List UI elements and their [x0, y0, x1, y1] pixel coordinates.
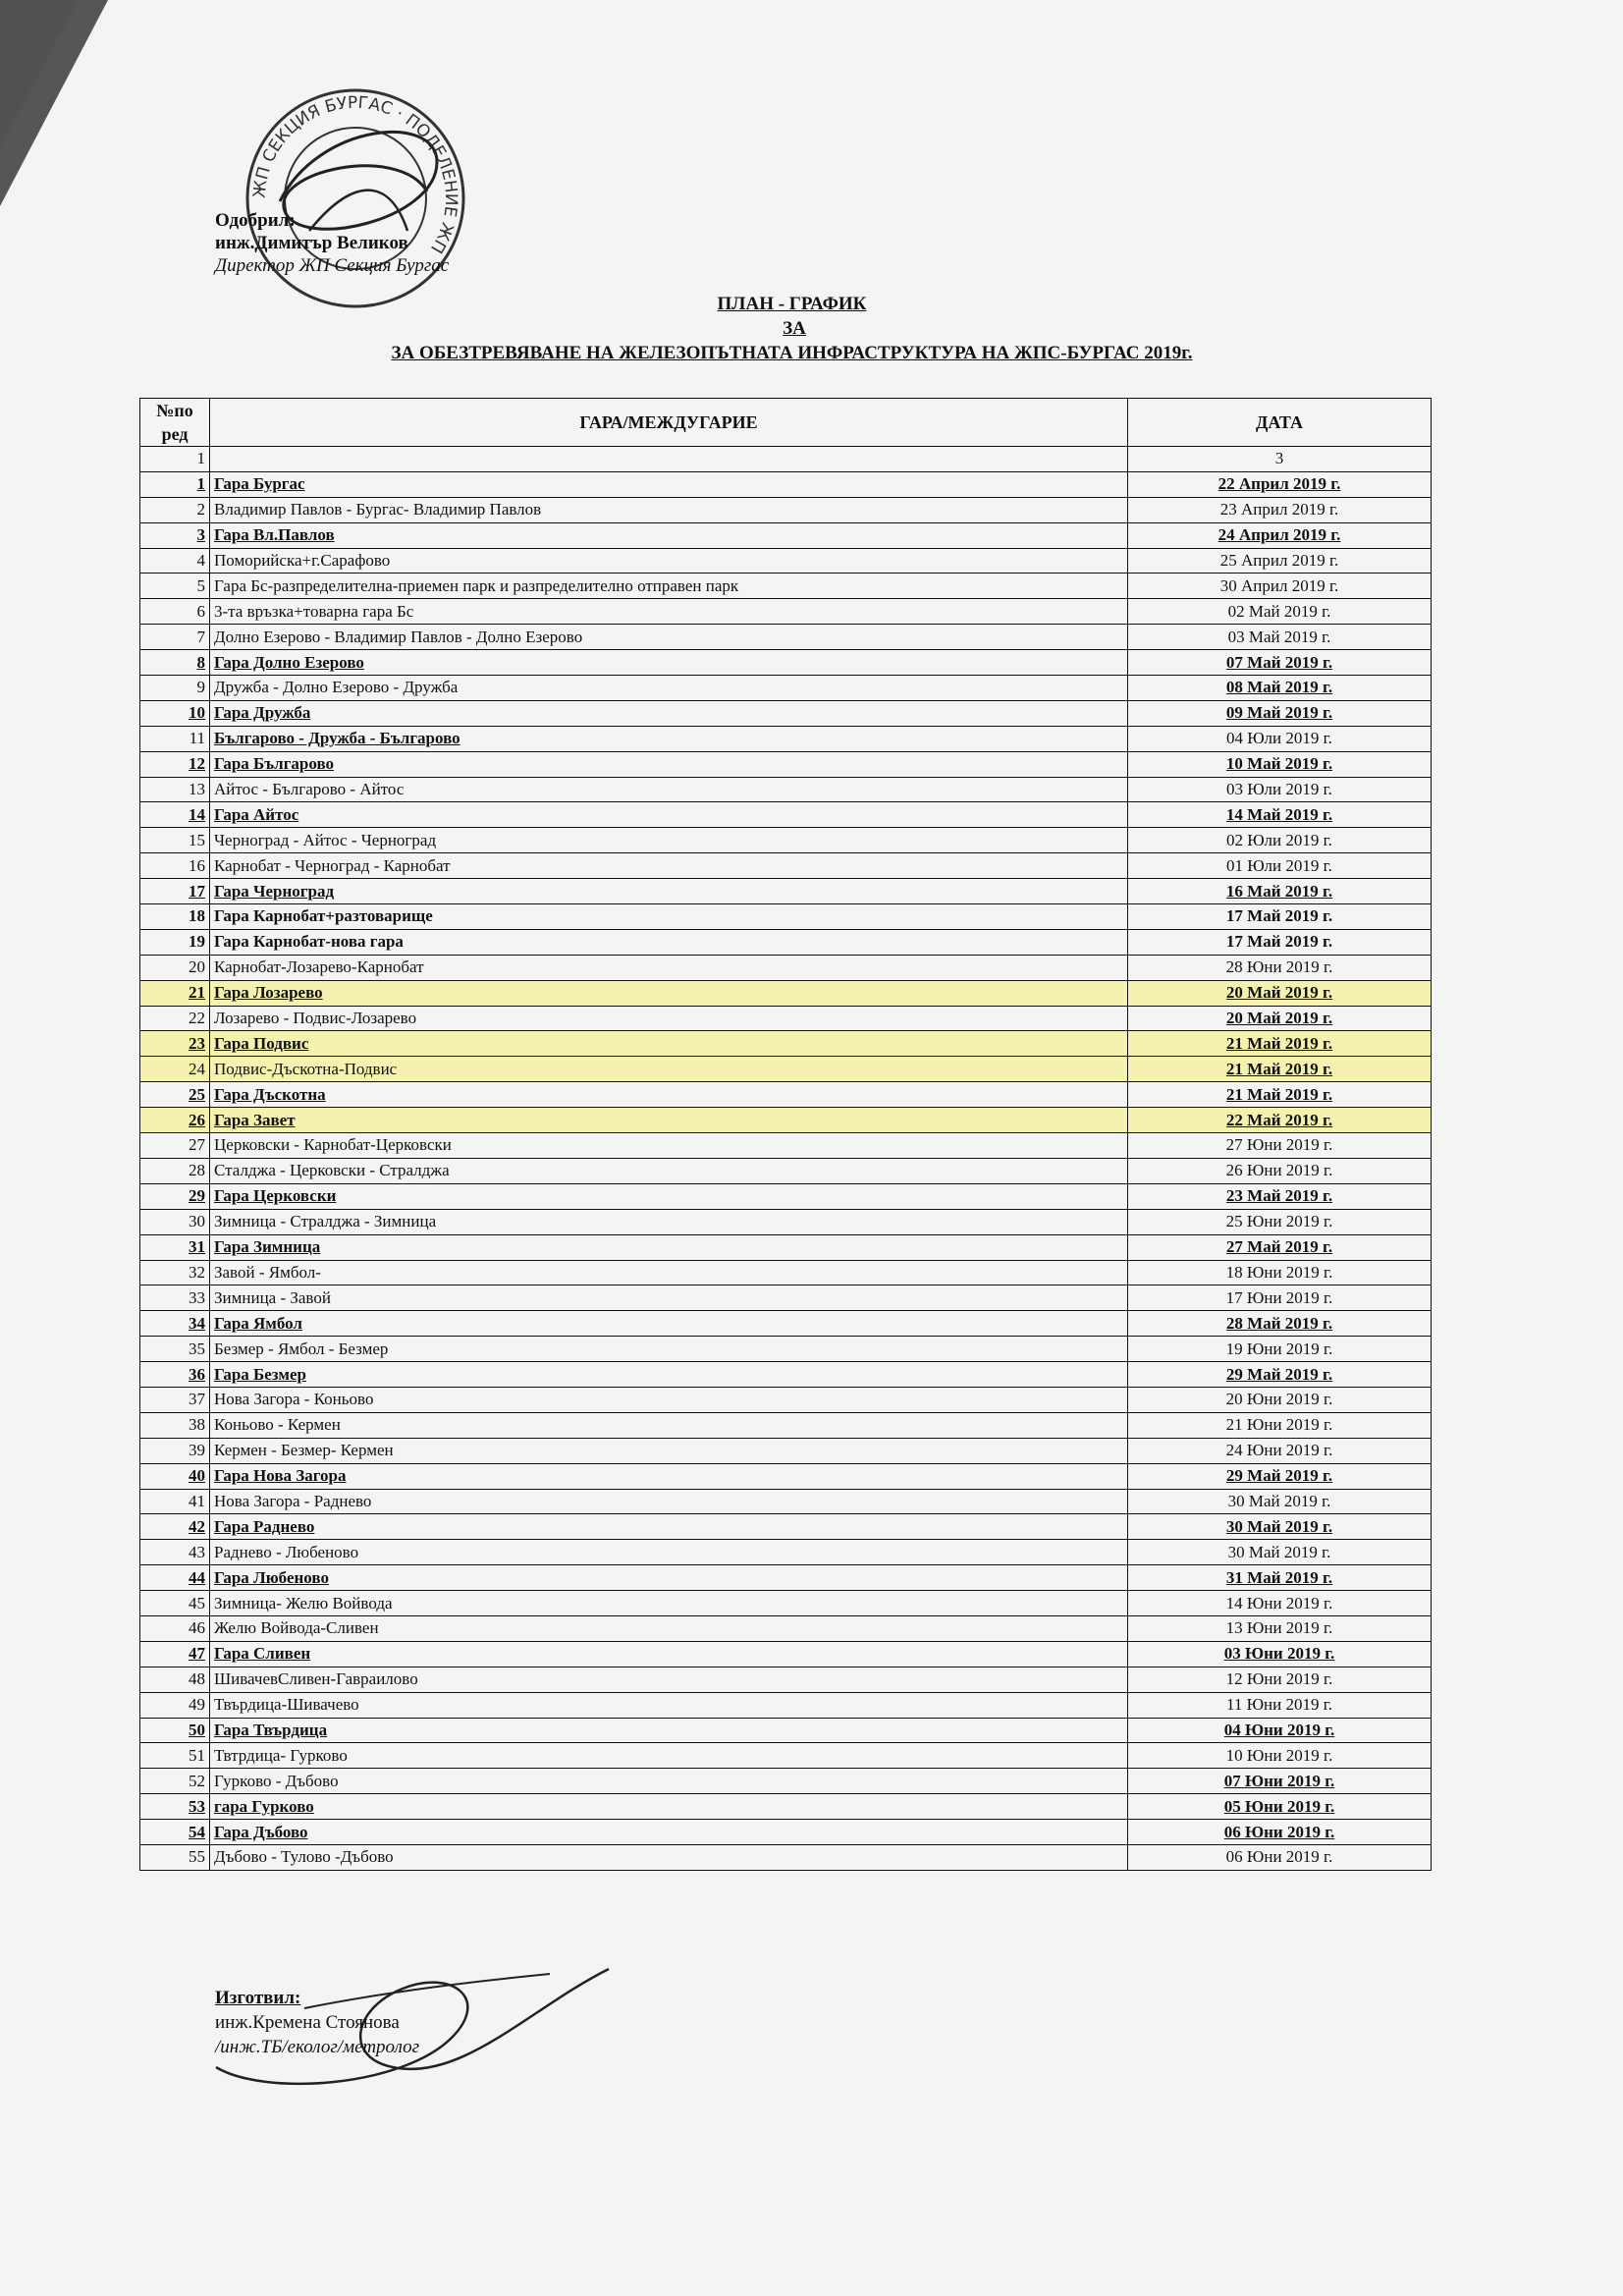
row-number: 40 — [140, 1463, 210, 1489]
table-row — [140, 1565, 1432, 1591]
row-date: 19 Юни 2019 г. — [1128, 1337, 1432, 1362]
row-station: Гара Безмер — [210, 1362, 1128, 1388]
folded-corner — [0, 0, 108, 206]
row-number: 46 — [140, 1615, 210, 1641]
row-number: 51 — [140, 1743, 210, 1769]
row-date: 02 Юли 2019 г. — [1128, 828, 1432, 853]
row-date: 12 Юни 2019 г. — [1128, 1667, 1432, 1692]
table-header-row — [140, 399, 1432, 447]
row-station: Раднево - Любеново — [210, 1540, 1128, 1565]
row-number: 13 — [140, 777, 210, 802]
table-row — [140, 1641, 1432, 1667]
row-date: 06 Юни 2019 г. — [1128, 1820, 1432, 1845]
row-number: 17 — [140, 879, 210, 904]
row-date: 21 Май 2019 г. — [1128, 1082, 1432, 1108]
row-number: 22 — [140, 1006, 210, 1031]
table-row — [140, 1311, 1432, 1337]
row-date: 06 Юни 2019 г. — [1128, 1844, 1432, 1870]
row-station: Карнобат - Черноград - Карнобат — [210, 853, 1128, 879]
row-station: Подвис-Дъскотна-Подвис — [210, 1057, 1128, 1082]
row-date: 05 Юни 2019 г. — [1128, 1794, 1432, 1820]
row-station: Гара Дъбово — [210, 1820, 1128, 1845]
table-row — [140, 1337, 1432, 1362]
table-row — [140, 1769, 1432, 1794]
row-station: Айтос - Българово - Айтос — [210, 777, 1128, 802]
row-station: Гара Вл.Павлов — [210, 522, 1128, 548]
table-row — [140, 1362, 1432, 1388]
row-station: Гара Бс-разпределителна-приемен парк и разпределително отправен парк — [210, 574, 1128, 599]
row-station: Зимница - Стралджа - Зимница — [210, 1209, 1128, 1234]
row-station: Сталджа - Церковски - Стралджа — [210, 1158, 1128, 1183]
row-station: Завой - Ямбол- — [210, 1260, 1128, 1285]
table-row — [140, 1615, 1432, 1641]
row-number: 4 — [140, 548, 210, 574]
column-number-2 — [210, 447, 1128, 472]
table-row — [140, 879, 1432, 904]
table-row — [140, 853, 1432, 879]
row-number: 38 — [140, 1412, 210, 1438]
row-number: 31 — [140, 1234, 210, 1260]
row-station: Твърдица-Шивачево — [210, 1692, 1128, 1718]
row-number: 9 — [140, 676, 210, 701]
row-number: 43 — [140, 1540, 210, 1565]
table-row — [140, 1234, 1432, 1260]
table-row — [140, 1158, 1432, 1183]
row-station: Гара Дъскотна — [210, 1082, 1128, 1108]
title-line-1: ПЛАН - ГРАФИК — [717, 294, 867, 314]
row-number: 6 — [140, 599, 210, 625]
row-station: Твтрдица- Гурково — [210, 1743, 1128, 1769]
row-station: Гара Черноград — [210, 879, 1128, 904]
row-number: 11 — [140, 726, 210, 751]
row-number: 7 — [140, 625, 210, 650]
row-number: 32 — [140, 1260, 210, 1285]
row-number: 42 — [140, 1514, 210, 1540]
row-number: 39 — [140, 1438, 210, 1463]
table-row — [140, 1209, 1432, 1234]
row-station: Зимница - Завой — [210, 1285, 1128, 1311]
row-number: 16 — [140, 853, 210, 879]
table-row — [140, 1260, 1432, 1285]
row-number: 3 — [140, 522, 210, 548]
row-date: 03 Юли 2019 г. — [1128, 777, 1432, 802]
approval-position: Директор ЖП Секция Бургас — [215, 255, 450, 276]
row-date: 04 Юни 2019 г. — [1128, 1718, 1432, 1743]
row-number: 37 — [140, 1387, 210, 1412]
row-station: Гара Айтос — [210, 802, 1128, 828]
table-row — [140, 751, 1432, 777]
document-title — [0, 292, 1623, 365]
table-row — [140, 471, 1432, 497]
row-date: 29 Май 2019 г. — [1128, 1362, 1432, 1388]
row-station: Гара Дружба — [210, 700, 1128, 726]
table-row — [140, 1057, 1432, 1082]
title-line-2: ЗА — [783, 318, 806, 339]
row-date: 02 Май 2019 г. — [1128, 599, 1432, 625]
row-date: 07 Май 2019 г. — [1128, 650, 1432, 676]
row-number: 36 — [140, 1362, 210, 1388]
row-date: 31 Май 2019 г. — [1128, 1565, 1432, 1591]
row-station: Гара Сливен — [210, 1641, 1128, 1667]
table-row — [140, 1794, 1432, 1820]
table-row — [140, 650, 1432, 676]
row-number: 45 — [140, 1591, 210, 1616]
approval-label: Одобрил: — [215, 210, 296, 231]
row-station: Гара Българово — [210, 751, 1128, 777]
table-row — [140, 1718, 1432, 1743]
row-date: 03 Юни 2019 г. — [1128, 1641, 1432, 1667]
row-station: Гара Нова Загора — [210, 1463, 1128, 1489]
row-station: Поморийска+г.Сарафово — [210, 548, 1128, 574]
row-number: 55 — [140, 1844, 210, 1870]
round-stamp — [241, 83, 471, 314]
row-station: Церковски - Карнобат-Церковски — [210, 1133, 1128, 1159]
row-number: 50 — [140, 1718, 210, 1743]
table-row — [140, 904, 1432, 930]
row-date: 17 Май 2019 г. — [1128, 904, 1432, 930]
row-date: 01 Юли 2019 г. — [1128, 853, 1432, 879]
row-number: 53 — [140, 1794, 210, 1820]
approval-block — [215, 209, 449, 277]
header-station: ГАРА/МЕЖДУГАРИЕ — [210, 399, 1128, 447]
row-date: 11 Юни 2019 г. — [1128, 1692, 1432, 1718]
row-date: 22 Април 2019 г. — [1128, 471, 1432, 497]
prepared-position: /инж.ТБ/еколог/метролог — [215, 2037, 419, 2057]
row-date: 04 Юли 2019 г. — [1128, 726, 1432, 751]
header-date: ДАТА — [1128, 399, 1432, 447]
row-date: 13 Юни 2019 г. — [1128, 1615, 1432, 1641]
row-date: 17 Май 2019 г. — [1128, 929, 1432, 955]
row-date: 23 Май 2019 г. — [1128, 1183, 1432, 1209]
table-row — [140, 1591, 1432, 1616]
row-date: 08 Май 2019 г. — [1128, 676, 1432, 701]
row-number: 54 — [140, 1820, 210, 1845]
row-station: Дъбово - Тулово -Дъбово — [210, 1844, 1128, 1870]
table-row — [140, 599, 1432, 625]
row-station: Гара Бургас — [210, 471, 1128, 497]
row-date: 14 Юни 2019 г. — [1128, 1591, 1432, 1616]
table-row — [140, 676, 1432, 701]
row-number: 27 — [140, 1133, 210, 1159]
table-row — [140, 1463, 1432, 1489]
row-number: 8 — [140, 650, 210, 676]
table-row — [140, 522, 1432, 548]
row-number: 14 — [140, 802, 210, 828]
row-date: 17 Юни 2019 г. — [1128, 1285, 1432, 1311]
prepared-label: Изготвил: — [215, 1988, 301, 2008]
row-date: 20 Май 2019 г. — [1128, 980, 1432, 1006]
row-number: 15 — [140, 828, 210, 853]
table-row — [140, 828, 1432, 853]
row-number: 1 — [140, 471, 210, 497]
row-number: 44 — [140, 1565, 210, 1591]
row-station: Нова Загора - Коньово — [210, 1387, 1128, 1412]
column-number-3: 3 — [1128, 447, 1432, 472]
table-row — [140, 1514, 1432, 1540]
column-numbering-row — [140, 447, 1432, 472]
row-station: Дружба - Долно Езерово - Дружба — [210, 676, 1128, 701]
row-date: 28 Юни 2019 г. — [1128, 955, 1432, 980]
row-number: 34 — [140, 1311, 210, 1337]
table-row — [140, 1820, 1432, 1845]
row-date: 24 Юни 2019 г. — [1128, 1438, 1432, 1463]
table-row — [140, 548, 1432, 574]
row-date: 03 Май 2019 г. — [1128, 625, 1432, 650]
stamp-text: ЖП СЕКЦИЯ БУРГАС · ПОДЕЛЕНИЕ ЖП — [249, 92, 461, 257]
row-number: 5 — [140, 574, 210, 599]
row-station: 3-та връзка+товарна гара Бс — [210, 599, 1128, 625]
schedule-table — [139, 398, 1432, 1871]
row-station: Черноград - Айтос - Черноград — [210, 828, 1128, 853]
row-number: 29 — [140, 1183, 210, 1209]
row-station: Гара Завет — [210, 1108, 1128, 1133]
row-station: Нова Загора - Раднево — [210, 1489, 1128, 1514]
row-number: 49 — [140, 1692, 210, 1718]
row-date: 30 Май 2019 г. — [1128, 1540, 1432, 1565]
table-row — [140, 1082, 1432, 1108]
title-line-3: ЗА ОБЕЗТРЕВЯВАНЕ НА ЖЕЛЕЗОПЪТНАТА ИНФРАСТРУКТУРА НА ЖПС-БУРГАС 2019г. — [391, 343, 1193, 363]
table-row — [140, 929, 1432, 955]
prepared-name: инж.Кремена Стоянова — [215, 2012, 400, 2033]
row-station: Гара Любеново — [210, 1565, 1128, 1591]
row-station: гара Гурково — [210, 1794, 1128, 1820]
row-number: 20 — [140, 955, 210, 980]
row-number: 24 — [140, 1057, 210, 1082]
table-row — [140, 625, 1432, 650]
row-date: 25 Април 2019 г. — [1128, 548, 1432, 574]
row-date: 21 Май 2019 г. — [1128, 1057, 1432, 1082]
table-row — [140, 777, 1432, 802]
row-number: 26 — [140, 1108, 210, 1133]
row-number: 2 — [140, 497, 210, 522]
row-date: 10 Май 2019 г. — [1128, 751, 1432, 777]
table-row — [140, 1438, 1432, 1463]
row-station: Гара Карнобат+разтоварище — [210, 904, 1128, 930]
row-number: 10 — [140, 700, 210, 726]
row-number: 30 — [140, 1209, 210, 1234]
row-station: Гара Долно Езерово — [210, 650, 1128, 676]
row-date: 25 Юни 2019 г. — [1128, 1209, 1432, 1234]
row-date: 30 Май 2019 г. — [1128, 1489, 1432, 1514]
row-number: 28 — [140, 1158, 210, 1183]
row-station: Карнобат-Лозарево-Карнобат — [210, 955, 1128, 980]
row-number: 21 — [140, 980, 210, 1006]
row-date: 09 Май 2019 г. — [1128, 700, 1432, 726]
table-row — [140, 1133, 1432, 1159]
row-station: Лозарево - Подвис-Лозарево — [210, 1006, 1128, 1031]
row-station: Гара Карнобат-нова гара — [210, 929, 1128, 955]
row-date: 28 Май 2019 г. — [1128, 1311, 1432, 1337]
row-number: 35 — [140, 1337, 210, 1362]
table-row — [140, 1285, 1432, 1311]
table-row — [140, 955, 1432, 980]
table-row — [140, 726, 1432, 751]
row-station: Гара Лозарево — [210, 980, 1128, 1006]
row-number: 47 — [140, 1641, 210, 1667]
row-date: 27 Юни 2019 г. — [1128, 1133, 1432, 1159]
row-date: 10 Юни 2019 г. — [1128, 1743, 1432, 1769]
row-date: 27 Май 2019 г. — [1128, 1234, 1432, 1260]
row-station: Желю Войвода-Сливен — [210, 1615, 1128, 1641]
row-station: Гара Церковски — [210, 1183, 1128, 1209]
row-station: Гара Ямбол — [210, 1311, 1128, 1337]
table-row — [140, 700, 1432, 726]
row-date: 22 Май 2019 г. — [1128, 1108, 1432, 1133]
row-station: Зимница- Желю Войвода — [210, 1591, 1128, 1616]
row-number: 19 — [140, 929, 210, 955]
table-row — [140, 1844, 1432, 1870]
table-row — [140, 1743, 1432, 1769]
table-row — [140, 574, 1432, 599]
row-station: Гурково - Дъбово — [210, 1769, 1128, 1794]
approval-name: инж.Димитър Великов — [215, 233, 408, 253]
row-date: 16 Май 2019 г. — [1128, 879, 1432, 904]
table-row — [140, 1387, 1432, 1412]
row-station: Коньово - Кермен — [210, 1412, 1128, 1438]
header-number: №по ред — [140, 399, 210, 447]
table-row — [140, 980, 1432, 1006]
row-station: ШивачевСливен-Гавраилово — [210, 1667, 1128, 1692]
row-station: Гара Раднево — [210, 1514, 1128, 1540]
row-date: 21 Май 2019 г. — [1128, 1031, 1432, 1057]
row-date: 26 Юни 2019 г. — [1128, 1158, 1432, 1183]
table-row — [140, 1183, 1432, 1209]
row-date: 21 Юни 2019 г. — [1128, 1412, 1432, 1438]
table-row — [140, 1540, 1432, 1565]
row-station: Долно Езерово - Владимир Павлов - Долно Езерово — [210, 625, 1128, 650]
table-row — [140, 1412, 1432, 1438]
table-row — [140, 1667, 1432, 1692]
prepared-block — [215, 1986, 419, 2059]
table-row — [140, 802, 1432, 828]
row-date: 18 Юни 2019 г. — [1128, 1260, 1432, 1285]
row-station: Гара Твърдица — [210, 1718, 1128, 1743]
row-date: 23 Април 2019 г. — [1128, 497, 1432, 522]
row-number: 33 — [140, 1285, 210, 1311]
row-number: 52 — [140, 1769, 210, 1794]
table-row — [140, 1489, 1432, 1514]
row-date: 14 Май 2019 г. — [1128, 802, 1432, 828]
row-number: 12 — [140, 751, 210, 777]
row-station: Безмер - Ямбол - Безмер — [210, 1337, 1128, 1362]
row-station: Гара Подвис — [210, 1031, 1128, 1057]
table-row — [140, 1692, 1432, 1718]
table-body — [140, 471, 1432, 1870]
row-station: Кермен - Безмер- Кермен — [210, 1438, 1128, 1463]
row-date: 29 Май 2019 г. — [1128, 1463, 1432, 1489]
row-station: Гара Зимница — [210, 1234, 1128, 1260]
table-row — [140, 1006, 1432, 1031]
row-station: Българово - Дружба - Българово — [210, 726, 1128, 751]
row-date: 20 Май 2019 г. — [1128, 1006, 1432, 1031]
row-date: 20 Юни 2019 г. — [1128, 1387, 1432, 1412]
table-row — [140, 497, 1432, 522]
row-number: 48 — [140, 1667, 210, 1692]
row-date: 30 Април 2019 г. — [1128, 574, 1432, 599]
table-row — [140, 1108, 1432, 1133]
row-number: 23 — [140, 1031, 210, 1057]
table-row — [140, 1031, 1432, 1057]
row-number: 41 — [140, 1489, 210, 1514]
column-number-1: 1 — [140, 447, 210, 472]
row-date: 24 Април 2019 г. — [1128, 522, 1432, 548]
row-date: 07 Юни 2019 г. — [1128, 1769, 1432, 1794]
row-station: Владимир Павлов - Бургас- Владимир Павлов — [210, 497, 1128, 522]
row-number: 18 — [140, 904, 210, 930]
row-number: 25 — [140, 1082, 210, 1108]
row-date: 30 Май 2019 г. — [1128, 1514, 1432, 1540]
